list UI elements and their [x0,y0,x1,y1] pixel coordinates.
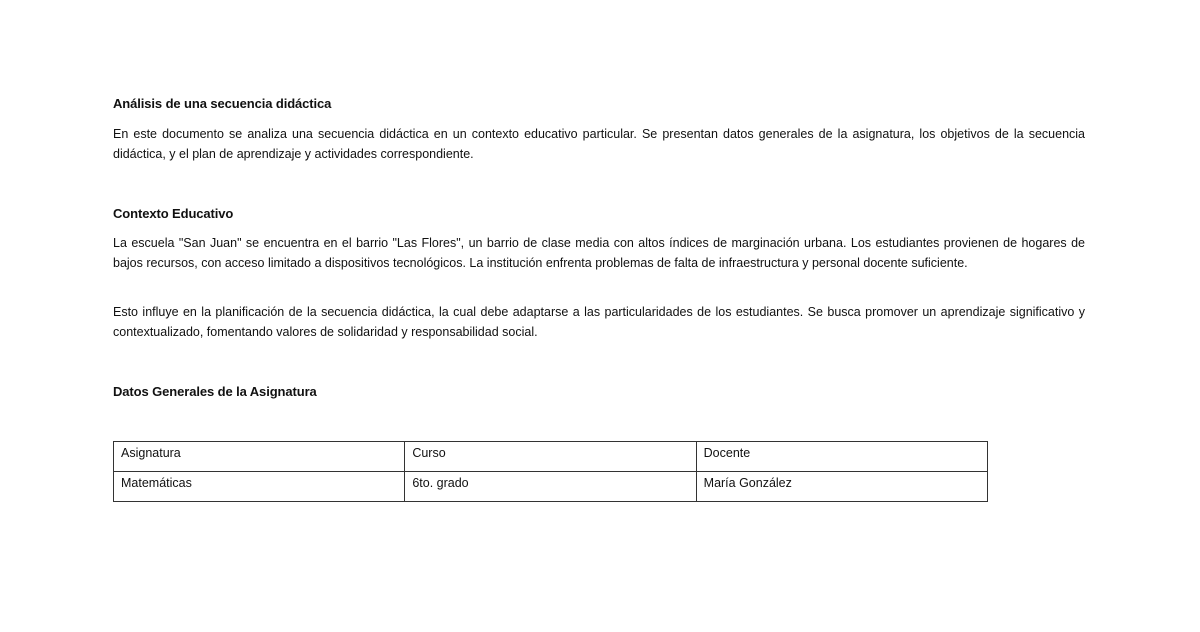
table-header-row [114,442,988,472]
document-title: Análisis de una secuencia didáctica [113,96,332,111]
table-cell-docente: María González [696,472,987,502]
datos-generales-table [113,441,988,502]
contexto-paragraph-1: La escuela "San Juan" se encuentra en el barrio "Las Flores", un barrio de clase media con altos índices de marginación urbana. Los estudiantes provienen de hogares de bajos recursos, con acceso limitado a dispositivos tecnológicos. La institución enfrenta problemas de falta de infraestructura y personal docente suficiente. [113,236,1085,270]
table-header-cell-curso: Curso [405,442,696,472]
table-header-cell-asignatura: Asignatura [114,442,405,472]
section-heading-datos-generales: Datos Generales de la Asignatura [113,384,317,399]
section-heading-contexto: Contexto Educativo [113,206,234,221]
contexto-paragraph-2: Esto influye en la planificación de la secuencia didáctica, la cual debe adaptarse a las particularidades de los estudiantes. Se busca promover un aprendizaje significativo y contextualizado, fomentando valores de solidaridad y responsabilidad social. [113,305,1085,339]
intro-paragraph: En este documento se analiza una secuencia didáctica en un contexto educativo particular. Se presentan datos generales de la asignatura, los objetivos de la secuencia didáctica, y el plan de aprendizaje y actividades correspondiente. [113,127,1085,161]
table-header-cell-docente: Docente [696,442,987,472]
table-cell-asignatura: Matemáticas [114,472,405,502]
table-row [114,472,988,502]
table-cell-curso: 6to. grado [405,472,696,502]
